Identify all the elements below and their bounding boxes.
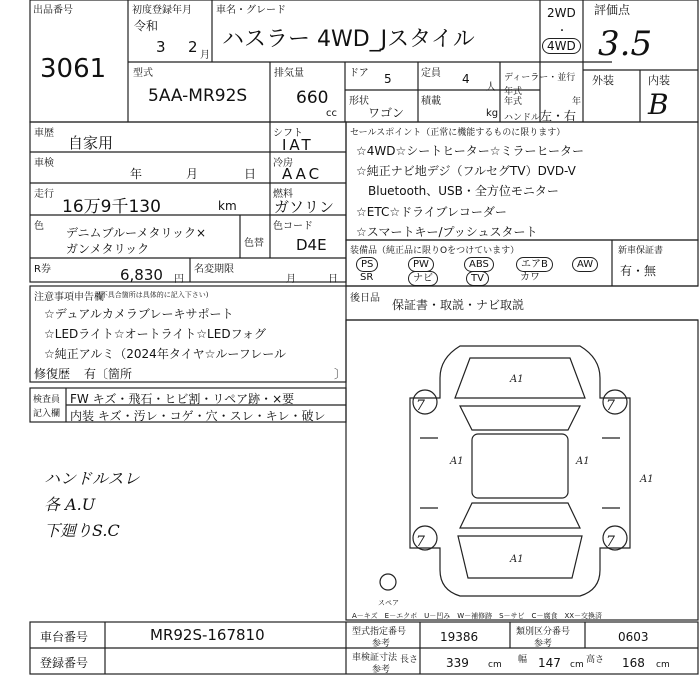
model-cert-sub: 参考: [372, 639, 391, 649]
grade-value: 3.5: [598, 24, 653, 64]
era: 令和: [134, 19, 159, 33]
selling-point-3: Bluetooth、USB・全方位モニター: [368, 184, 559, 198]
color-value-2: ガンメタリック: [66, 242, 150, 256]
recycle-label: R券: [34, 264, 51, 275]
dims-label: 車検証寸法: [352, 653, 398, 663]
equip-abs: ABS: [464, 257, 494, 272]
class-sub: 参考: [534, 639, 553, 649]
equip-tv: TV: [466, 271, 489, 286]
history-label: 車歴: [34, 128, 54, 139]
equip-ps: PS: [356, 257, 378, 272]
inspector-row-1: FW キズ・飛石・ヒビ割・リペア跡・×要: [70, 392, 295, 406]
tire-mark-rl: 7: [416, 534, 425, 550]
tire-mark-fr: 7: [606, 398, 615, 414]
exterior-label: 外装: [592, 74, 614, 87]
model-name: ハスラー 4WD_Jスタイル: [222, 27, 475, 52]
inspection-year: 年: [130, 167, 143, 181]
equipment-title: 装備品（純正品に限りOをつけています）: [350, 246, 520, 256]
inspection-label: 車検: [34, 158, 54, 169]
class-value: 0603: [618, 630, 649, 644]
deregister-day: 日: [328, 274, 338, 285]
handle-label: ハンドル: [504, 113, 541, 123]
width-value: 147: [538, 656, 561, 670]
height-value: 168: [622, 656, 645, 670]
tire-mark-fl: 7: [416, 398, 425, 414]
spare-label: スペア: [378, 599, 399, 607]
mark-side: A1: [640, 474, 654, 485]
dealer-label: ディーラー・並行: [504, 73, 576, 83]
length-value: 339: [446, 656, 469, 670]
model-cert-value: 19386: [440, 630, 479, 644]
mark-hood: A1: [510, 374, 524, 385]
equip-pw: PW: [408, 257, 434, 272]
interior-value: B: [648, 88, 669, 121]
length-unit: cm: [488, 660, 502, 670]
post-inspection-value: 保証書・取説・ナビ取説: [392, 298, 525, 312]
hand-line-1: ハンドルスレ: [44, 469, 140, 488]
warranty-value: 有・無: [620, 264, 657, 278]
height-label: 高さ: [586, 655, 605, 665]
fuel-label: 燃料: [273, 189, 293, 200]
car-diagram: [400, 338, 654, 606]
interior-label: 内装: [648, 74, 670, 87]
notes-title: 注意事項申告欄: [34, 292, 104, 303]
displacement-value: 660: [296, 88, 329, 108]
type-label: 型式: [133, 68, 153, 79]
repair-value: 有〔箇所: [84, 367, 133, 381]
note-line-1: ☆デュアルカメラブレーキサポート: [44, 307, 234, 321]
mark-rear: A1: [510, 554, 524, 565]
inspection-month: 月: [186, 167, 199, 181]
body-value: ワゴン: [368, 106, 405, 120]
equip-sr: SR: [360, 272, 374, 283]
selling-point-1: ☆4WD☆シートヒーター☆ミラーヒーター: [356, 144, 585, 158]
load-unit: kg: [486, 108, 499, 119]
color-change-label: 色替: [244, 238, 264, 249]
class-label: 類別区分番号: [516, 627, 571, 637]
diagram-legend: A－キズ E－エクボ U－凹み W－補修跡 S－サビ C－腐食 XX－交換済: [352, 612, 603, 620]
selling-point-2: ☆純正ナビ地デジ（フルセグTV）DVD-V: [356, 164, 576, 178]
lot-label: 出品番号: [33, 5, 73, 16]
length-label: 長さ: [400, 655, 419, 665]
repair-close: 〕: [334, 367, 347, 381]
notes-title-note: (不具合箇所は具体的に記入下さい): [98, 291, 209, 299]
mileage-unit: km: [218, 199, 237, 213]
selling-point-5: ☆スマートキー/プッシュスタート: [356, 225, 538, 239]
color-code-label: 色コード: [273, 221, 313, 232]
dims-sub: 参考: [372, 665, 391, 675]
drive-2wd: 2WD: [547, 6, 576, 20]
note-line-3: ☆純正アルミ（2024年タイヤ☆ルーフレール: [44, 347, 287, 361]
repair-label: 修復歴: [34, 367, 71, 381]
registration-label: 登録番号: [40, 656, 89, 670]
displacement-label: 排気量: [274, 68, 304, 79]
type-value: 5AA-MR92S: [148, 86, 248, 106]
displacement-unit: cc: [326, 108, 337, 119]
deregister-month: 月: [286, 274, 296, 285]
reg-month: 2: [188, 38, 198, 56]
dealer-year-unit: 年: [572, 97, 582, 107]
post-inspection-title: 後日品: [350, 293, 380, 304]
mark-left: A1: [450, 456, 464, 467]
capacity-value: 4: [462, 72, 470, 86]
drive-sep: ・: [557, 26, 567, 37]
width-unit: cm: [570, 660, 584, 670]
equip-aw: AW: [572, 257, 598, 272]
color-label: 色: [34, 221, 44, 232]
doors-label: ドア: [349, 68, 369, 79]
history-value: 自家用: [68, 134, 114, 152]
dealer-year-label: 年式: [504, 87, 523, 97]
drive-4wd-selected: 4WD: [542, 38, 581, 54]
equip-airbag: エアB: [516, 257, 553, 272]
mark-right: A1: [576, 456, 590, 467]
width-label: 幅: [518, 655, 528, 665]
lot-number: 3061: [40, 54, 107, 84]
model-label: 車名・グレード: [216, 5, 286, 16]
inspector-label-1: 検査員: [33, 395, 61, 405]
recycle-unit: 円: [174, 274, 184, 285]
inspector-label-2: 記入欄: [33, 409, 61, 419]
cooler-value: AAC: [282, 165, 323, 183]
inspection-day: 日: [244, 167, 257, 181]
mileage-label: 走行: [34, 189, 54, 200]
warranty-label: 新車保証書: [618, 246, 664, 256]
tire-mark-rr: 7: [606, 534, 615, 550]
selling-point-4: ☆ETC☆ドライブレコーダー: [356, 205, 507, 219]
grade-label: 評価点: [594, 3, 631, 17]
capacity-label: 定員: [421, 68, 441, 79]
body-label: 形状: [349, 96, 369, 107]
first-reg-label: 初度登録年月: [132, 5, 192, 16]
reg-month-unit: 月: [200, 50, 210, 61]
capacity-unit: 人: [486, 82, 496, 93]
inspector-row-2: 内装 キズ・汚レ・コゲ・穴・スレ・キレ・破レ: [70, 409, 326, 423]
note-line-2: ☆LEDライト☆オートライト☆LEDフォグ: [44, 327, 266, 341]
selling-points-title: セールスポイント（正常に機能するものに限ります）: [350, 128, 566, 138]
handle-value: 左・右: [540, 109, 577, 123]
shift-value: IAT: [282, 136, 314, 154]
equip-leather: カワ: [520, 272, 540, 283]
deregister-label: 名変期限: [194, 264, 234, 275]
shift-label: シフト: [273, 128, 303, 139]
load-label: 積載: [421, 96, 441, 107]
equip-navi: ナビ: [408, 271, 438, 286]
chassis-value: MR92S-167810: [150, 626, 265, 644]
dealer-year-label2: 年式: [504, 97, 523, 107]
color-code-value: D4E: [296, 236, 327, 254]
height-unit: cm: [656, 660, 670, 670]
color-value-1: デニムブルーメタリック×: [66, 226, 207, 240]
chassis-label: 車台番号: [40, 630, 89, 644]
mileage-value: 16万9千130: [62, 197, 161, 217]
hand-line-3: 下廻りS.C: [44, 521, 120, 540]
reg-year: 3: [156, 38, 166, 56]
recycle-value: 6,830: [120, 266, 163, 284]
cooler-label: 冷房: [273, 158, 293, 169]
fuel-value: ガソリン: [274, 198, 335, 216]
model-cert-label: 型式指定番号: [352, 627, 407, 637]
hand-line-2: 各 A.U: [44, 495, 96, 514]
doors-value: 5: [384, 72, 392, 86]
